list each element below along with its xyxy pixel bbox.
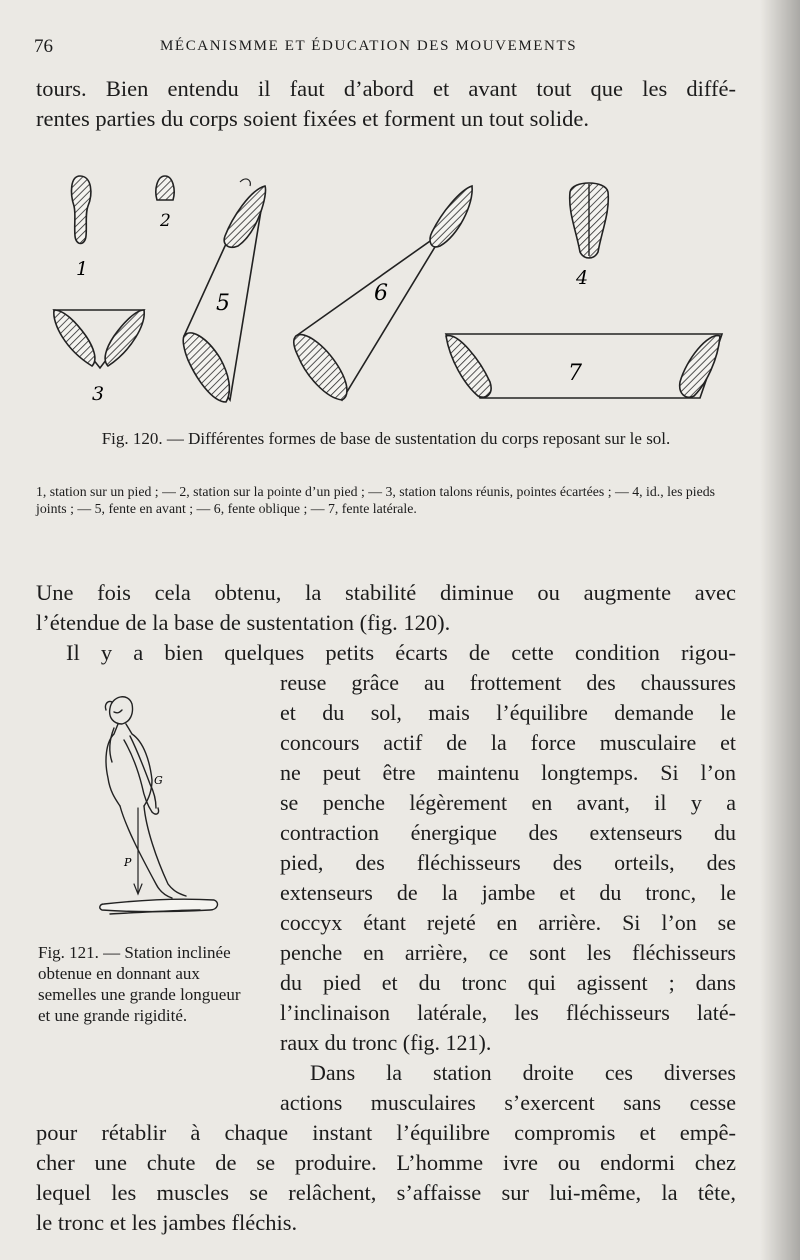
figure-120-legend: 1, station sur un pied ; — 2, station sur la pointe d’un pied ; — 3, station talons réunis, pointes écartées ; — 4, id., les pieds joints ; — 5, fente en avant ; — 6, fente oblique ; — 7, fente latérale.: [36, 484, 716, 516]
text-line: contraction énergique des extenseurs du: [280, 820, 736, 845]
standing-figure-illustration: [100, 697, 218, 914]
paragraph-last-wrap: [280, 1058, 736, 1118]
text-line: penche en arrière, ce sont les fléchisseurs: [280, 940, 736, 965]
text-line: se penche légèrement en avant, il y a: [280, 790, 736, 815]
figure-label-4: 4: [576, 267, 589, 289]
figure-label-2: 2: [160, 211, 171, 231]
paragraph-last-full: [36, 1118, 736, 1238]
text-line: raux du tronc (fig. 121).: [280, 1030, 492, 1055]
figure-label-5: 5: [216, 291, 230, 316]
paragraph-mid: [36, 578, 736, 638]
text-line: et du sol, mais l’équilibre demande le: [280, 700, 736, 725]
base-diagram-1: [72, 176, 91, 244]
text-line: pied, des fléchisseurs des orteils, des: [280, 850, 736, 875]
base-diagram-4: [570, 183, 609, 258]
text-line: cher une chute de se produire. L’homme ivre ou endormi chez: [36, 1150, 736, 1175]
text-line: lequel les muscles se relâchent, s’affaisse sur lui-même, la tête,: [36, 1180, 736, 1205]
figure-label-g: G: [154, 774, 163, 787]
text-line: tours. Bien entendu il faut d’abord et avant tout que les diffé-: [36, 76, 736, 101]
paragraph-long-first-line: [66, 638, 736, 668]
text-line: extenseurs de la jambe et du tronc, le: [280, 880, 736, 905]
text-line: Dans la station droite ces diverses: [310, 1060, 736, 1085]
text-line: du pied et du tronc qui agissent ; dans: [280, 970, 736, 995]
text-line: pour rétablir à chaque instant l’équilibre compromis et empê-: [36, 1120, 736, 1145]
running-title: MÉCANISMME ET ÉDUCATION DES MOUVEMENTS: [160, 38, 578, 54]
base-diagram-7: [446, 334, 722, 398]
text-line: Il y a bien quelques petits écarts de cette condition rigou-: [66, 640, 736, 665]
figure-label-6: 6: [374, 281, 388, 306]
text-line: concours actif de la force musculaire et: [280, 730, 736, 755]
figure-label-p: P: [124, 856, 132, 869]
paragraph-top: [36, 74, 736, 134]
figure-label-1: 1: [76, 258, 89, 280]
paragraph-long-wrap: [280, 668, 736, 1058]
figure-121-caption: Fig. 121. — Station inclinée obtenue en donnant aux semelles une grande longueur et une grande rigidité.: [38, 943, 241, 1025]
figure-121: [90, 688, 220, 928]
text-line: l’étendue de la base de sustentation (fig. 120).: [36, 610, 451, 635]
base-diagram-3: [54, 310, 144, 368]
base-diagram-2: [156, 176, 174, 200]
text-line: coccyx étant rejeté en arrière. Si l’on se: [280, 910, 736, 935]
text-line: l’inclinaison latérale, les fléchisseurs laté-: [280, 1000, 736, 1025]
text-line: ne peut être maintenu longtemps. Si l’on: [280, 760, 736, 785]
figure-label-3: 3: [92, 383, 105, 405]
running-head: [34, 36, 760, 60]
text-line: Une fois cela obtenu, la stabilité diminue ou augmente avec: [36, 580, 736, 605]
text-line: le tronc et les jambes fléchis.: [36, 1210, 298, 1235]
text-line: rentes parties du corps soient fixées et forment un tout solide.: [36, 106, 589, 131]
page-edge-shadow: [760, 0, 800, 1260]
text-line: actions musculaires s’exercent sans cesse: [280, 1090, 736, 1115]
page-number: 76: [34, 36, 53, 57]
text-line: reuse grâce au frottement des chaussures: [280, 670, 736, 695]
figure-120: [0, 160, 800, 430]
figure-label-7: 7: [568, 361, 582, 386]
figure-120-caption: Fig. 120. — Différentes formes de base de sustentation du corps reposant sur le sol.: [101, 429, 671, 448]
